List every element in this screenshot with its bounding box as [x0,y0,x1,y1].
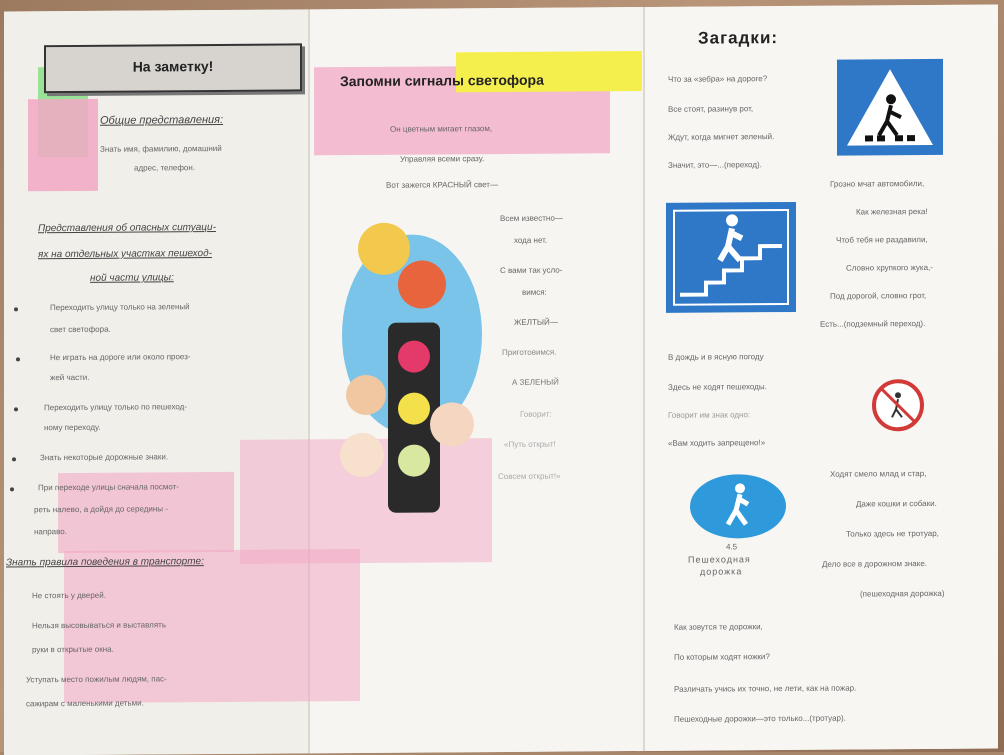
bullet [10,487,14,491]
general-heading: Общие представления: [100,113,224,127]
danger-heading: ях на отдельных участках пешеход- [38,248,212,261]
poem-line: вимся: [522,287,547,297]
rule-text: жей части. [50,372,90,383]
riddle-line: В дождь и в ясную погоду [668,352,764,362]
riddle-line: Как железная река! [856,207,928,217]
poem-line: ЖЕЛТЫЙ— [514,317,558,327]
rule-text: реть налево, а дойдя до середины - [34,504,168,515]
underground-crossing-sign-icon [666,202,796,313]
rule-text: ному переходу. [44,422,101,433]
riddle-line: Все стоят, разинув рот, [668,104,754,114]
riddle-line: «Вам ходить запрещено!» [668,438,766,448]
pink-highlight [28,99,98,191]
note-box [44,43,302,93]
general-text: адрес, телефон. [134,163,196,173]
bullet [16,357,20,361]
transport-text: руки в открытые окна. [32,644,114,655]
note-title: На заметку! [132,58,214,75]
riddle-line: По которым ходят ножки? [674,652,770,662]
bullet [12,457,16,461]
sign-caption: Пешеходная [688,554,751,565]
rule-text: Переходить улицу только по пешеход- [44,402,187,413]
poem-line: Управляя всеми сразу. [400,154,485,164]
rule-text: При переходе улицы сначала посмот- [38,482,179,493]
riddle-line: Даже кошки и собаки. [856,498,937,509]
transport-text: Уступать место пожилым людям, пас- [26,674,167,685]
riddle-line: Как зовутся те дорожки, [674,622,763,632]
crosswalk-sign-icon [837,59,943,156]
poem-line: Совсем открыт!» [498,471,561,482]
danger-heading: Представления об опасных ситуаци- [38,221,216,235]
bullet [14,407,18,411]
riddle-line: Ждут, когда мигнет зеленый. [668,132,775,142]
riddle-line: Чтоб тебя не раздавили, [836,235,928,245]
general-text: Знать имя, фамилию, домашний [100,143,222,154]
right-title: Загадки: [698,28,779,48]
riddle-line: (пешеходная дорожка) [860,588,945,599]
riddle-line: Словно хрупкого жука,- [846,262,933,273]
transport-text: Не стоять у дверей. [32,590,106,601]
sign-caption: дорожка [700,566,743,577]
riddle-line: Различать учись их точно, не лети, как на пожар. [674,683,857,694]
riddle-line: Грозно мчат автомобили, [830,179,925,189]
riddle-line: Есть...(подземный переход). [820,319,926,329]
riddle-line: Под дорогой, словно грот, [830,291,927,301]
rule-text: свет светофора. [50,324,111,335]
transport-text: Нельзя высовываться и выставлять [32,620,166,631]
poem-line: Он цветным мигает глазом, [390,124,493,134]
fold-line-right [643,7,645,751]
rule-text: Не играть на дороге или около проез- [50,352,191,363]
poem-line: «Путь открыт! [504,439,556,449]
poem-line: Говорит: [520,409,552,419]
riddle-line: Ходят смело млад и стар, [830,469,927,479]
riddle-line: Только здесь не тротуар, [846,528,939,539]
poem-line: Приготовимся. [502,347,557,357]
traffic-light-illustration [326,204,490,525]
danger-heading: ной части улицы: [90,272,174,284]
bullet [14,307,18,311]
riddle-line: Значит, это—...(переход). [668,160,762,170]
poem-line: А ЗЕЛЕНЫЙ [512,377,559,387]
transport-text: сажирам с маленькими детьми. [26,698,144,709]
poem-line: Вот зажегся КРАСНЫЙ свет— [386,180,498,190]
pedestrian-path-sign-icon [690,474,786,539]
poem-line: хода нет. [514,235,548,245]
transport-heading: Знать правила поведения в транспорте: [6,556,204,569]
brochure [4,5,998,755]
rule-text: Знать некоторые дорожные знаки. [40,452,169,463]
no-pedestrians-sign-icon [872,379,924,431]
riddle-line: Дело все в дорожном знаке. [822,559,927,569]
poem-line: Всем известно— [500,213,563,224]
rule-text: Переходить улицу только на зеленый [50,302,190,313]
poem-line: С вами так усло- [500,265,563,276]
middle-title: Запомни сигналы светофора [340,71,544,90]
riddle-line: Говорит им знак одно: [668,410,751,420]
right-panel [644,5,998,751]
riddle-line: Пешеходные дорожки—это только...(тротуар). [674,713,846,724]
sign-number: 4.5 [726,542,738,552]
riddle-line: Здесь не ходят пешеходы. [668,382,767,392]
rule-text: направо. [34,527,67,537]
riddle-line: Что за «зебра» на дороге? [668,74,768,84]
